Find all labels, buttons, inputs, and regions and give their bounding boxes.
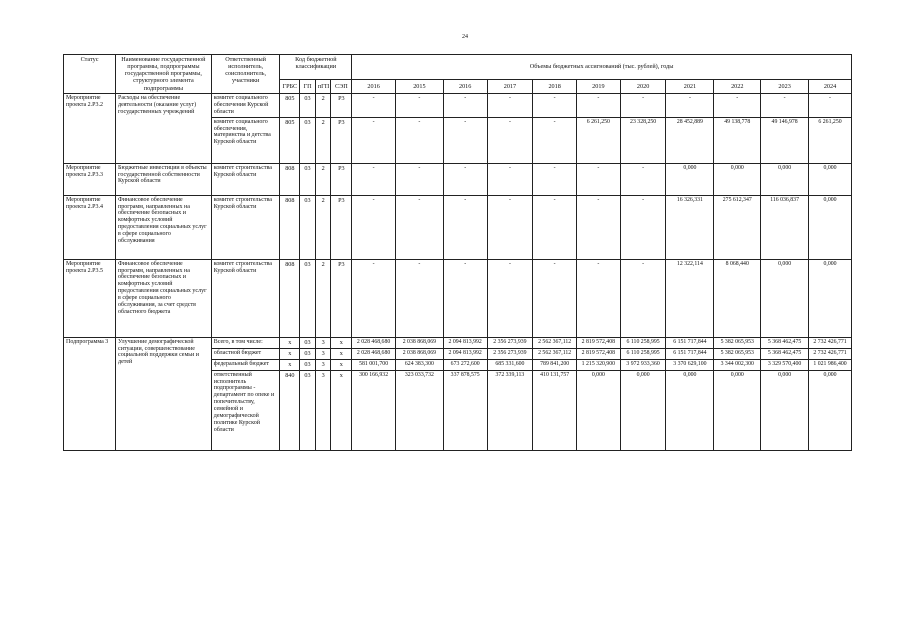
row-code-pgp: 2 bbox=[315, 163, 331, 195]
row-value: - bbox=[620, 163, 666, 195]
header-year-9: 2023 bbox=[761, 80, 809, 94]
row-responsible: ответственный исполнитель подпрограммы - департамент по опеке и попечительству, семейной и демографической политике Курской области bbox=[211, 370, 280, 450]
row-value: 300 166,932 bbox=[352, 370, 396, 450]
row-value: 2 094 813,992 bbox=[443, 337, 487, 348]
row-value: 2 094 813,992 bbox=[443, 348, 487, 359]
row-value: 581 001,700 bbox=[352, 359, 396, 370]
row-value: 8 068,440 bbox=[714, 259, 761, 337]
row-status: Мероприятие проекта 2.Р3.5 bbox=[64, 259, 116, 337]
row-value: 3 329 570,400 bbox=[761, 359, 809, 370]
row-value: - bbox=[352, 94, 396, 118]
budget-table bbox=[63, 54, 852, 451]
row-value: 2 819 572,408 bbox=[577, 348, 621, 359]
row-value: 0,000 bbox=[809, 195, 852, 259]
header-year-4: 2018 bbox=[533, 80, 577, 94]
header-code-2: пГП bbox=[315, 80, 331, 94]
row-value: 0,000 bbox=[809, 259, 852, 337]
header-year-7: 2021 bbox=[666, 80, 714, 94]
row-value: 28 452,889 bbox=[666, 117, 714, 163]
row-code-sep: Р3 bbox=[331, 259, 352, 337]
row-code-grbs: х bbox=[280, 337, 300, 348]
row-code-gp: 03 bbox=[300, 163, 316, 195]
row-value: 0,000 bbox=[809, 163, 852, 195]
row-value: 23 328,250 bbox=[620, 117, 666, 163]
row-value: - bbox=[533, 163, 577, 195]
row-value: - bbox=[443, 163, 487, 195]
row-code-gp: 03 bbox=[300, 117, 316, 163]
header-year-3: 2017 bbox=[487, 80, 533, 94]
row-value: 0,000 bbox=[714, 370, 761, 450]
row-value: - bbox=[443, 94, 487, 118]
row-value: - bbox=[620, 94, 666, 118]
row-value: 673 272,600 bbox=[443, 359, 487, 370]
row-value: 2 038 868,069 bbox=[395, 348, 443, 359]
row-responsible: комитет социального обеспечения Курской области bbox=[211, 94, 280, 118]
row-value: - bbox=[533, 259, 577, 337]
row-code-grbs: 840 bbox=[280, 370, 300, 450]
row-value: - bbox=[487, 163, 533, 195]
row-value: 0,000 bbox=[761, 259, 809, 337]
row-value: 116 036,837 bbox=[761, 195, 809, 259]
row-value: 1 215 320,900 bbox=[577, 359, 621, 370]
row-value: 2 732 426,771 bbox=[809, 337, 852, 348]
row-value: - bbox=[395, 117, 443, 163]
row-value: - bbox=[620, 259, 666, 337]
row-value: 5 368 462,475 bbox=[761, 337, 809, 348]
row-status: Подпрограмма 3 bbox=[64, 337, 116, 450]
row-value: 323 033,732 bbox=[395, 370, 443, 450]
row-value: - bbox=[395, 163, 443, 195]
table-row bbox=[64, 259, 852, 337]
row-value: - bbox=[395, 195, 443, 259]
row-value: 16 326,331 bbox=[666, 195, 714, 259]
header-code-1: ГП bbox=[300, 80, 316, 94]
row-value: - bbox=[533, 195, 577, 259]
row-value: 6 151 717,844 bbox=[666, 348, 714, 359]
row-code-sep: Р3 bbox=[331, 163, 352, 195]
row-value: 2 356 273,939 bbox=[487, 348, 533, 359]
row-value: 337 878,575 bbox=[443, 370, 487, 450]
row-name: Бюджетные инвестиции в объекты государственной собственности Курской области bbox=[116, 163, 212, 195]
row-value: - bbox=[577, 195, 621, 259]
row-code-gp: 03 bbox=[300, 195, 316, 259]
row-code-sep: х bbox=[331, 337, 352, 348]
row-value: - bbox=[443, 259, 487, 337]
row-value: 2 732 426,771 bbox=[809, 348, 852, 359]
row-value: 5 368 462,475 bbox=[761, 348, 809, 359]
header-responsible: Ответственный исполнитель, соисполнитель, участники bbox=[211, 55, 280, 94]
row-value: - bbox=[533, 94, 577, 118]
row-code-gp: 03 bbox=[300, 337, 316, 348]
row-value: 2 356 273,939 bbox=[487, 337, 533, 348]
row-status: Мероприятие проекта 2.Р3.4 bbox=[64, 195, 116, 259]
row-value: 6 151 717,844 bbox=[666, 337, 714, 348]
row-code-pgp: 2 bbox=[315, 94, 331, 118]
row-value: - bbox=[714, 94, 761, 118]
row-value: 6 110 258,995 bbox=[620, 337, 666, 348]
header-budget-code: Код бюджетной классификации bbox=[280, 55, 352, 80]
row-name: Улучшение демографической ситуации, совершенствование социальной поддержки семьи и детей bbox=[116, 337, 212, 450]
row-value: - bbox=[620, 195, 666, 259]
row-value: 6 261,250 bbox=[577, 117, 621, 163]
row-value: 49 146,978 bbox=[761, 117, 809, 163]
row-value: 2 562 367,112 bbox=[533, 348, 577, 359]
row-value: 685 331,600 bbox=[487, 359, 533, 370]
header-year-6: 2020 bbox=[620, 80, 666, 94]
header-year-2: 2016 bbox=[443, 80, 487, 94]
row-value: - bbox=[577, 259, 621, 337]
row-responsible: федеральный бюджет bbox=[211, 359, 280, 370]
row-code-grbs: 805 bbox=[280, 94, 300, 118]
row-code-grbs: х bbox=[280, 359, 300, 370]
row-code-pgp: 2 bbox=[315, 117, 331, 163]
row-code-gp: 03 bbox=[300, 94, 316, 118]
row-code-sep: Р3 bbox=[331, 94, 352, 118]
row-value: 624 383,300 bbox=[395, 359, 443, 370]
header-year-8: 2022 bbox=[714, 80, 761, 94]
row-value: 372 339,113 bbox=[487, 370, 533, 450]
row-code-gp: 03 bbox=[300, 259, 316, 337]
row-responsible: Всего, в том числе: bbox=[211, 337, 280, 348]
row-value: 5 382 065,953 bbox=[714, 337, 761, 348]
header-code-0: ГРБС bbox=[280, 80, 300, 94]
table-row bbox=[64, 94, 852, 118]
header-name: Наименование государственной программы, подпрограммы государственной программы, структурного элемента подпрограммы bbox=[116, 55, 212, 94]
row-responsible: комитет строительства Курской области bbox=[211, 163, 280, 195]
row-value: 0,000 bbox=[620, 370, 666, 450]
row-code-gp: 03 bbox=[300, 359, 316, 370]
row-status: Мероприятие проекта 2.Р3.3 bbox=[64, 163, 116, 195]
row-code-sep: Р3 bbox=[331, 195, 352, 259]
row-value: 275 612,347 bbox=[714, 195, 761, 259]
row-value: 1 021 986,400 bbox=[809, 359, 852, 370]
row-value: - bbox=[577, 163, 621, 195]
row-value: 410 131,757 bbox=[533, 370, 577, 450]
row-value: - bbox=[487, 195, 533, 259]
row-code-gp: 03 bbox=[300, 370, 316, 450]
row-value: 0,000 bbox=[809, 370, 852, 450]
row-responsible: комитет социального обеспечения, материнства и детства Курской области bbox=[211, 117, 280, 163]
row-value: - bbox=[761, 94, 809, 118]
row-value: - bbox=[352, 195, 396, 259]
row-responsible: комитет строительства Курской области bbox=[211, 195, 280, 259]
row-value: 0,000 bbox=[714, 163, 761, 195]
row-responsible: областной бюджет bbox=[211, 348, 280, 359]
row-code-sep: х bbox=[331, 370, 352, 450]
row-code-sep: Р3 bbox=[331, 117, 352, 163]
header-status: Статус bbox=[64, 55, 116, 94]
row-name: Финансовое обеспечение программ, направленных на обеспечение безопасных и комфортных условий предоставления социальных услуг в сфере социального обслуживания bbox=[116, 195, 212, 259]
table-row bbox=[64, 337, 852, 348]
row-value: - bbox=[443, 117, 487, 163]
row-value: 6 261,250 bbox=[809, 117, 852, 163]
row-code-gp: 03 bbox=[300, 348, 316, 359]
row-code-pgp: 3 bbox=[315, 337, 331, 348]
header-code-3: СЭП bbox=[331, 80, 352, 94]
row-name: Финансовое обеспечение программ, направленных на обеспечение безопасных и комфортных условий предоставления социальных услуг в сфере социального обслуживания, за счет средств областного бюджета bbox=[116, 259, 212, 337]
row-value: 2 038 868,069 bbox=[395, 337, 443, 348]
row-responsible: комитет строительства Курской области bbox=[211, 259, 280, 337]
row-value: - bbox=[352, 163, 396, 195]
row-value: - bbox=[666, 94, 714, 118]
header-year-5: 2019 bbox=[577, 80, 621, 94]
row-code-grbs: х bbox=[280, 348, 300, 359]
row-value: - bbox=[443, 195, 487, 259]
row-code-sep: х bbox=[331, 359, 352, 370]
row-value: 3 344 002,300 bbox=[714, 359, 761, 370]
page-number: 24 bbox=[462, 34, 468, 40]
row-value: - bbox=[487, 94, 533, 118]
header-year-0: 2016 bbox=[352, 80, 396, 94]
row-value: - bbox=[395, 94, 443, 118]
row-value: - bbox=[533, 117, 577, 163]
row-code-sep: х bbox=[331, 348, 352, 359]
row-code-grbs: 808 bbox=[280, 259, 300, 337]
row-value: 2 819 572,408 bbox=[577, 337, 621, 348]
row-value: 0,000 bbox=[666, 370, 714, 450]
row-code-pgp: 3 bbox=[315, 370, 331, 450]
row-value: - bbox=[487, 259, 533, 337]
row-value: 2 028 468,680 bbox=[352, 348, 396, 359]
row-code-pgp: 3 bbox=[315, 348, 331, 359]
row-code-grbs: 808 bbox=[280, 163, 300, 195]
table-row bbox=[64, 195, 852, 259]
header-year-1: 2015 bbox=[395, 80, 443, 94]
row-value: - bbox=[352, 117, 396, 163]
row-value: 0,000 bbox=[761, 163, 809, 195]
row-value: - bbox=[577, 94, 621, 118]
row-value: 2 028 468,680 bbox=[352, 337, 396, 348]
row-value: 6 110 258,995 bbox=[620, 348, 666, 359]
row-code-pgp: 2 bbox=[315, 195, 331, 259]
row-status: Мероприятие проекта 2.Р3.2 bbox=[64, 94, 116, 164]
header-year-10: 2024 bbox=[809, 80, 852, 94]
header-volumes: Объемы бюджетных ассигнований (тыс. рублей), годы bbox=[352, 55, 852, 80]
row-value: 0,000 bbox=[666, 163, 714, 195]
row-value: - bbox=[395, 259, 443, 337]
row-value: 0,000 bbox=[577, 370, 621, 450]
row-value: 0,000 bbox=[761, 370, 809, 450]
row-value: 5 382 065,953 bbox=[714, 348, 761, 359]
row-value: 789 841,200 bbox=[533, 359, 577, 370]
table-row bbox=[64, 163, 852, 195]
row-code-pgp: 2 bbox=[315, 259, 331, 337]
row-value: 2 562 367,112 bbox=[533, 337, 577, 348]
table-body bbox=[64, 94, 852, 451]
row-name: Расходы на обеспечение деятельности (оказание услуг) государственных учреждений bbox=[116, 94, 212, 164]
row-code-grbs: 805 bbox=[280, 117, 300, 163]
row-value: - bbox=[352, 259, 396, 337]
row-value: 3 972 933,360 bbox=[620, 359, 666, 370]
row-value: 3 370 629,100 bbox=[666, 359, 714, 370]
row-code-pgp: 3 bbox=[315, 359, 331, 370]
row-value: - bbox=[487, 117, 533, 163]
row-value: - bbox=[809, 94, 852, 118]
row-value: 49 138,778 bbox=[714, 117, 761, 163]
row-code-grbs: 808 bbox=[280, 195, 300, 259]
row-value: 12 322,114 bbox=[666, 259, 714, 337]
